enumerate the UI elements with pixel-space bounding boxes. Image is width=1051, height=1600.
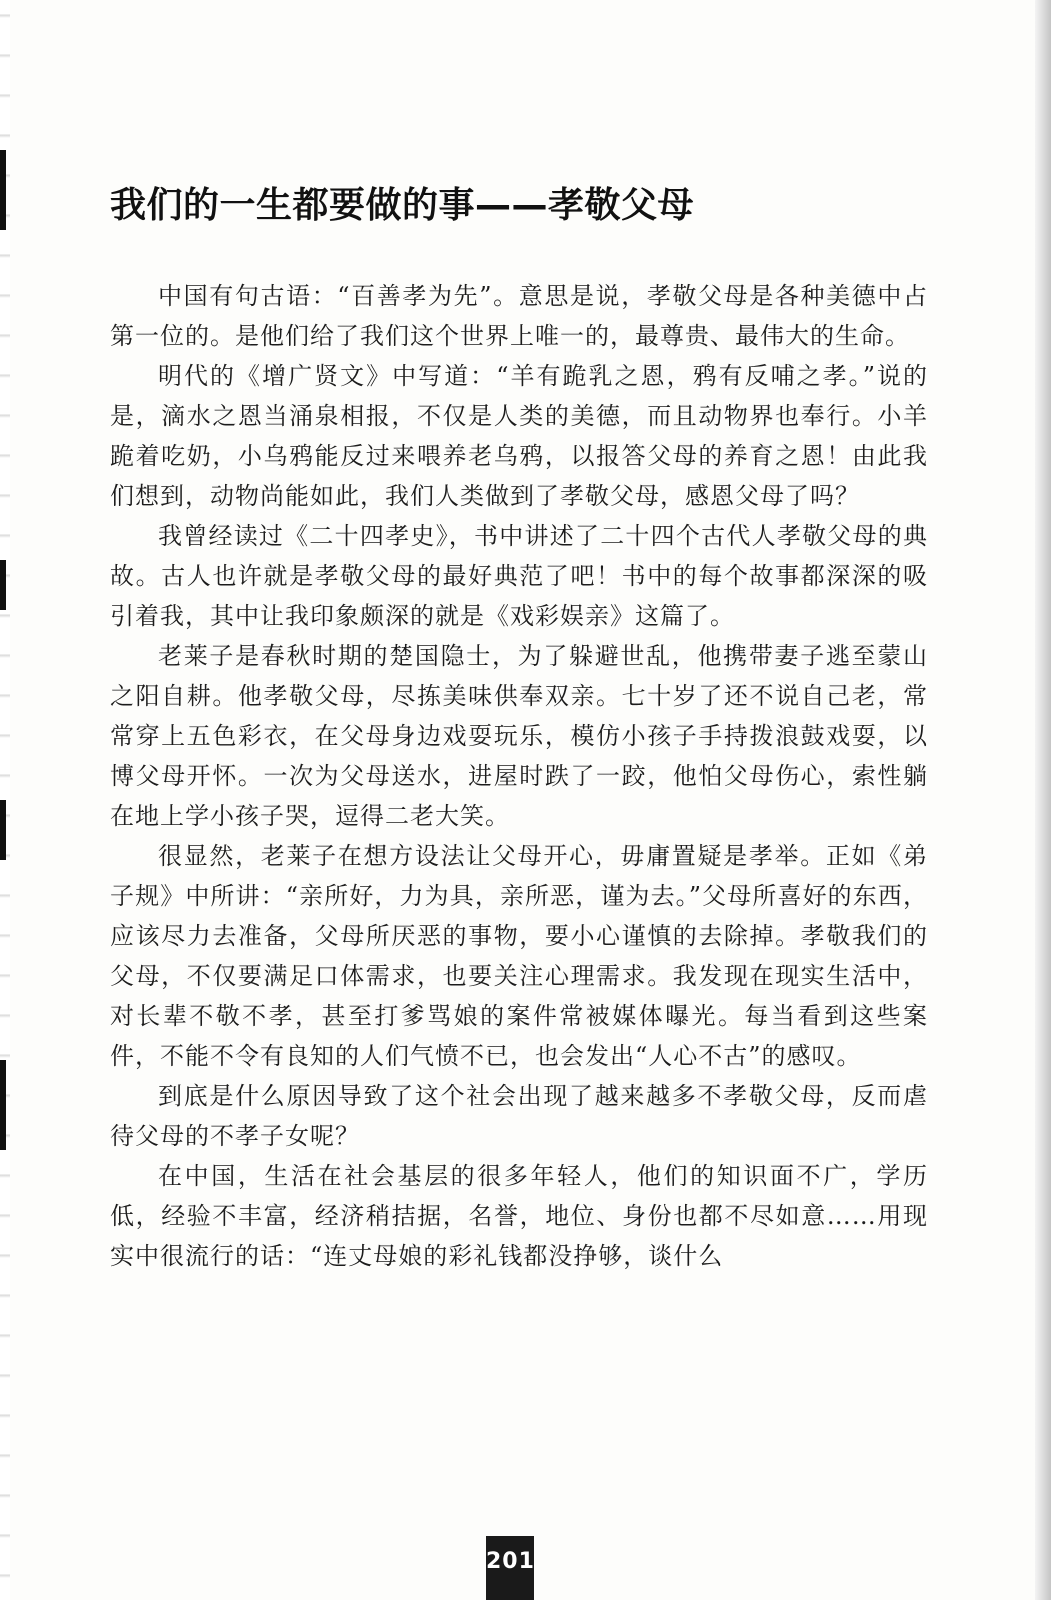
paragraph: 很显然，老莱子在想方设法让父母开心，毋庸置疑是孝举。正如《弟子规》中所讲：“亲所好，力为具，亲所恶，谨为去。”父母所喜好的东西，应该尽力去准备，父母所厌恶的事物，要小心谨慎的去除掉。孝敬我们的父母，不仅要满足口体需求，也要关注心理需求。我发现在现实生活中，对长辈不敬不孝，甚至打爹骂娘的案件常被媒体曝光。每当看到这些案件，不能不令有良知的人们气愤不已，也会发出“人心不古”的感叹。 [110, 842, 928, 1070]
paragraph: 老莱子是春秋时期的楚国隐士，为了躲避世乱，他携带妻子逃至蒙山之阳自耕。他孝敬父母，尽拣美味供奉双亲。七十岁了还不说自己老，常常穿上五色彩衣，在父母身边戏耍玩乐，模仿小孩子手持拨浪鼓戏耍，以博父母开怀。一次为父母送水，进屋时跌了一跤，他怕父母伤心，索性躺在地上学小孩子哭，逗得二老大笑。 [110, 642, 928, 830]
paragraph: 明代的《增广贤文》中写道：“羊有跪乳之恩，鸦有反哺之孝。”说的是，滴水之恩当涌泉相报，不仅是人类的美德，而且动物界也奉行。小羊跪着吃奶，小乌鸦能反过来喂养老乌鸦，以报答父母的养育之恩！由此我们想到，动物尚能如此，我们人类做到了孝敬父母，感恩父母了吗？ [110, 362, 928, 510]
binding-shadow-mark [0, 800, 6, 860]
binding-shadow-mark [0, 1060, 6, 1150]
binding-shadow-mark [0, 560, 6, 610]
binding-shadow-mark [0, 150, 6, 230]
paragraph: 到底是什么原因导致了这个社会出现了越来越多不孝敬父母，反而虐待父母的不孝子女呢？ [110, 1082, 928, 1150]
paragraph: 在中国，生活在社会基层的很多年轻人，他们的知识面不广，学历低，经验不丰富，经济稍拮据，名誉，地位、身份也都不尽如意……用现实中很流行的话：“连丈母娘的彩礼钱都没挣够，谈什么 [110, 1162, 928, 1270]
page-edge-right [1035, 0, 1051, 1600]
paragraph: 中国有句古语：“百善孝为先”。意思是说，孝敬父母是各种美德中占第一位的。是他们给了我们这个世界上唯一的，最尊贵、最伟大的生命。 [110, 282, 928, 350]
article-body [110, 276, 928, 1276]
page-number: 201 [486, 1536, 534, 1600]
paragraph: 我曾经读过《二十四孝史》，书中讲述了二十四个古代人孝敬父母的典故。古人也许就是孝敬父母的最好典范了吧！书中的每个故事都深深的吸引着我，其中让我印象颇深的就是《戏彩娱亲》这篇了。 [110, 522, 928, 630]
article-title: 我们的一生都要做的事——孝敬父母 [110, 185, 695, 226]
